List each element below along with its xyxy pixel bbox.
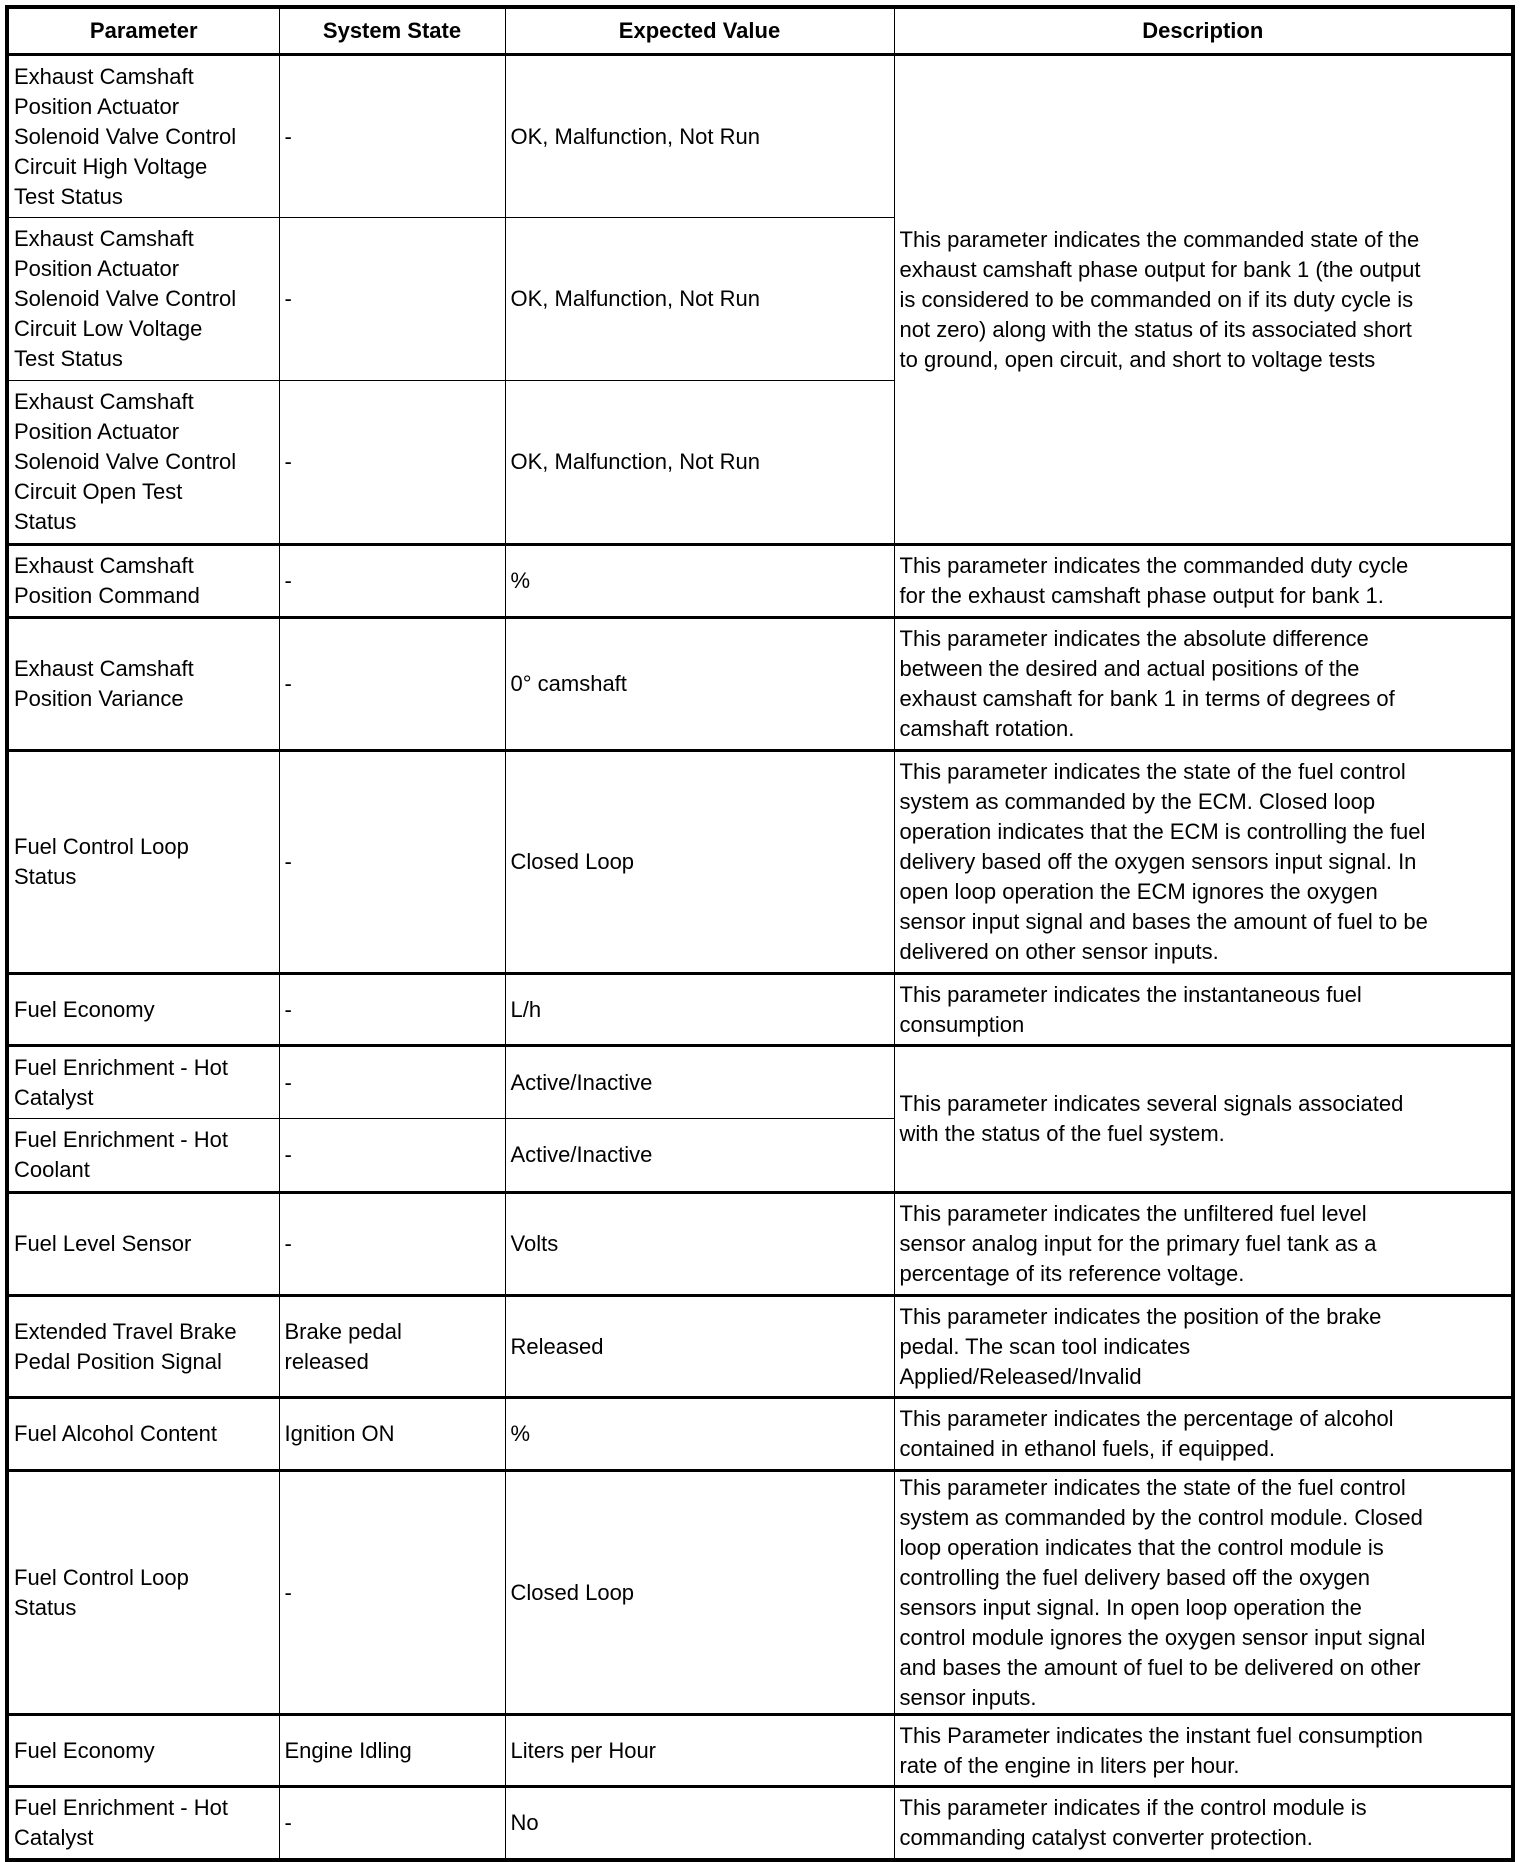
description-cell: This parameter indicates if the control module is commanding catalyst converter protection. (894, 1787, 1513, 1860)
expected-value-cell: Released (505, 1296, 894, 1398)
expected-value-cell: Volts (505, 1193, 894, 1296)
parameter-cell: Exhaust Camshaft Position Actuator Solenoid Valve Control Circuit Open Test Status (7, 381, 279, 545)
table-row (7, 751, 1513, 974)
expected-value-cell: Liters per Hour (505, 1715, 894, 1787)
description-cell: This parameter indicates the unfiltered fuel level sensor analog input for the primary fuel tank as a percentage of its reference voltage. (894, 1193, 1513, 1296)
description-cell: This parameter indicates the position of the brake pedal. The scan tool indicates Applied/Released/Invalid (894, 1296, 1513, 1398)
system-state-cell: - (279, 1193, 505, 1296)
header-parameter: Parameter (7, 7, 279, 55)
expected-value-cell: Active/Inactive (505, 1046, 894, 1119)
header-system-state: System State (279, 7, 505, 55)
system-state-cell: Brake pedal released (279, 1296, 505, 1398)
table-row (7, 618, 1513, 751)
system-state-cell: - (279, 1471, 505, 1715)
parameter-cell: Fuel Enrichment - Hot Catalyst (7, 1046, 279, 1119)
header-description: Description (894, 7, 1513, 55)
expected-value-cell: OK, Malfunction, Not Run (505, 55, 894, 218)
expected-value-cell: % (505, 545, 894, 618)
system-state-cell: - (279, 1787, 505, 1860)
parameter-cell: Fuel Alcohol Content (7, 1398, 279, 1471)
description-cell: This parameter indicates the state of the fuel control system as commanded by the ECM. Closed loop operation indicates that the ECM is controlling the fuel delivery based off the oxygen sensors input signal. In open loop operation the ECM ignores the oxygen sensor input signal and bases the amount of fuel to be delivered on other sensor inputs. (894, 751, 1513, 974)
parameter-cell: Fuel Enrichment - Hot Coolant (7, 1119, 279, 1193)
table-row (7, 1787, 1513, 1860)
parameter-cell: Fuel Economy (7, 1715, 279, 1787)
system-state-cell: - (279, 545, 505, 618)
system-state-cell: - (279, 218, 505, 381)
parameter-cell: Fuel Control Loop Status (7, 1471, 279, 1715)
description-cell: This parameter indicates the commanded duty cycle for the exhaust camshaft phase output for bank 1. (894, 545, 1513, 618)
expected-value-cell: % (505, 1398, 894, 1471)
description-cell: This parameter indicates the state of the fuel control system as commanded by the control module. Closed loop operation indicates that the control module is controlling the fuel delivery based off the oxygen sensors input signal. In open loop operation the control module ignores the oxygen sensor input signal and bases the amount of fuel to be delivered on other sensor inputs. (894, 1471, 1513, 1715)
parameter-table (5, 5, 1515, 1862)
header-expected-value: Expected Value (505, 7, 894, 55)
table-row (7, 1193, 1513, 1296)
expected-value-cell: Closed Loop (505, 751, 894, 974)
table-row (7, 1296, 1513, 1398)
table-row (7, 55, 1513, 218)
table-row (7, 545, 1513, 618)
system-state-cell: - (279, 1046, 505, 1119)
expected-value-cell: OK, Malfunction, Not Run (505, 218, 894, 381)
parameter-cell: Extended Travel Brake Pedal Position Signal (7, 1296, 279, 1398)
system-state-cell: - (279, 381, 505, 545)
system-state-cell: - (279, 1119, 505, 1193)
header-row (7, 7, 1513, 55)
parameter-cell: Exhaust Camshaft Position Command (7, 545, 279, 618)
description-cell: This parameter indicates the instantaneous fuel consumption (894, 974, 1513, 1046)
description-cell: This parameter indicates the percentage of alcohol contained in ethanol fuels, if equipped. (894, 1398, 1513, 1471)
description-cell: This parameter indicates the absolute difference between the desired and actual positions of the exhaust camshaft for bank 1 in terms of degrees of camshaft rotation. (894, 618, 1513, 751)
parameter-cell: Exhaust Camshaft Position Variance (7, 618, 279, 751)
system-state-cell: - (279, 55, 505, 218)
table-row (7, 1715, 1513, 1787)
expected-value-cell: 0° camshaft (505, 618, 894, 751)
system-state-cell: - (279, 751, 505, 974)
expected-value-cell: Active/Inactive (505, 1119, 894, 1193)
description-cell: This parameter indicates several signals associated with the status of the fuel system. (894, 1046, 1513, 1193)
parameter-cell: Fuel Enrichment - Hot Catalyst (7, 1787, 279, 1860)
system-state-cell: Ignition ON (279, 1398, 505, 1471)
parameter-cell: Fuel Control Loop Status (7, 751, 279, 974)
description-cell: This parameter indicates the commanded state of the exhaust camshaft phase output for bank 1 (the output is considered to be commanded on if its duty cycle is not zero) along with the status of its associated short to ground, open circuit, and short to voltage tests (894, 55, 1513, 545)
expected-value-cell: OK, Malfunction, Not Run (505, 381, 894, 545)
parameter-cell: Fuel Level Sensor (7, 1193, 279, 1296)
expected-value-cell: L/h (505, 974, 894, 1046)
table-row (7, 1046, 1513, 1119)
system-state-cell: - (279, 974, 505, 1046)
system-state-cell: Engine Idling (279, 1715, 505, 1787)
parameter-cell: Exhaust Camshaft Position Actuator Solenoid Valve Control Circuit Low Voltage Test Status (7, 218, 279, 381)
table-row (7, 1471, 1513, 1715)
table-row (7, 974, 1513, 1046)
parameter-cell: Fuel Economy (7, 974, 279, 1046)
parameter-cell: Exhaust Camshaft Position Actuator Solenoid Valve Control Circuit High Voltage Test Status (7, 55, 279, 218)
description-cell: This Parameter indicates the instant fuel consumption rate of the engine in liters per hour. (894, 1715, 1513, 1787)
table-row (7, 1398, 1513, 1471)
system-state-cell: - (279, 618, 505, 751)
expected-value-cell: Closed Loop (505, 1471, 894, 1715)
expected-value-cell: No (505, 1787, 894, 1860)
